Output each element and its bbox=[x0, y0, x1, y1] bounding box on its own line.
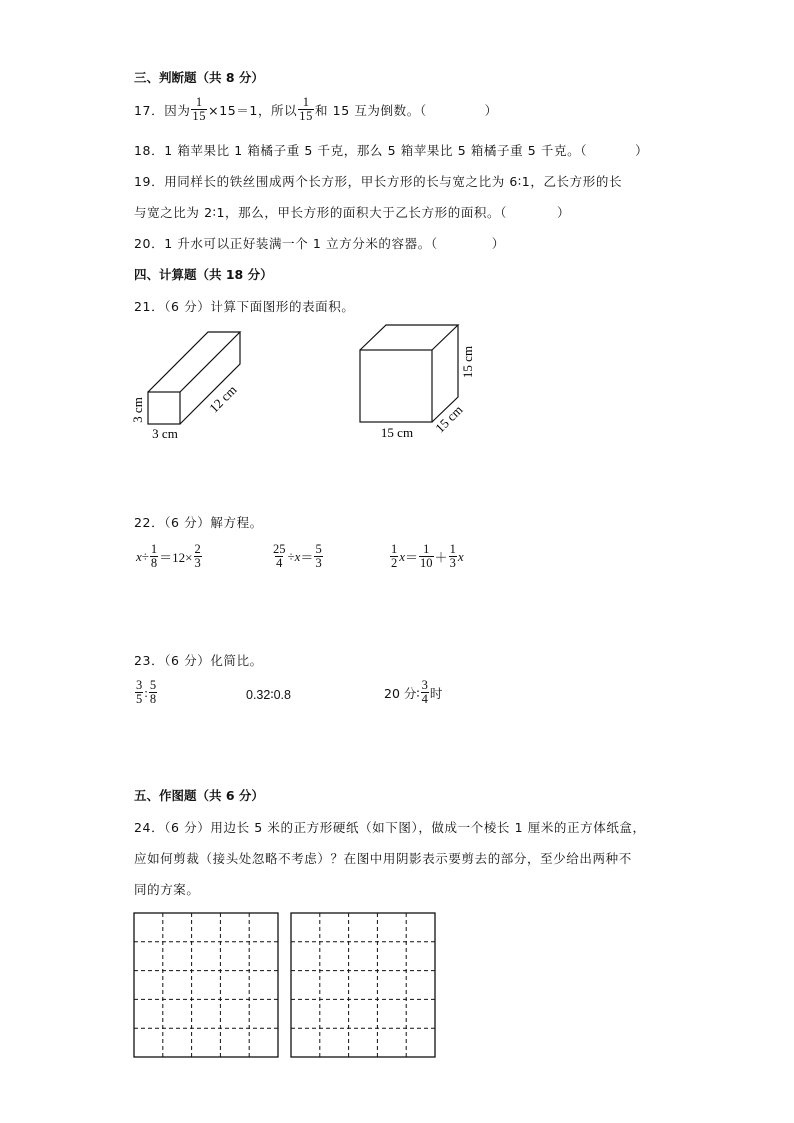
fraction-numerator: 25 bbox=[273, 542, 286, 556]
fraction bbox=[272, 543, 287, 570]
question-18-text: 18．1 箱苹果比 1 箱橘子重 5 千克，那么 5 箱苹果比 5 箱橘子重 5 千克。（ bbox=[134, 143, 588, 158]
fraction-denominator: 15 bbox=[192, 109, 207, 123]
question-19-line-2 bbox=[134, 203, 570, 221]
ratio-2: 0.32∶0.8 bbox=[246, 688, 291, 702]
grid-border bbox=[291, 913, 435, 1057]
fraction-numerator: 1 bbox=[423, 542, 430, 556]
fraction-denominator: 3 bbox=[449, 556, 456, 570]
fraction-numerator: 1 bbox=[150, 542, 158, 556]
question-17-number: 17． bbox=[134, 102, 165, 118]
prism-front-face bbox=[148, 392, 180, 424]
fraction-numerator: 1 bbox=[449, 542, 456, 556]
fraction-numerator: 5 bbox=[149, 678, 157, 692]
equals-sign: ＝ bbox=[300, 550, 314, 565]
divide-sign: ÷ bbox=[141, 548, 149, 564]
fraction-denominator: 5 bbox=[136, 692, 143, 706]
prism-side-face bbox=[180, 332, 240, 424]
variable-x: x bbox=[294, 548, 301, 564]
prism-length-label: 12 cm bbox=[206, 382, 240, 416]
question-22-text: 22．（6 分）解方程。 bbox=[134, 515, 263, 530]
fraction-numerator: 1 bbox=[195, 95, 203, 109]
ratio-3 bbox=[384, 679, 442, 706]
grid-dashed-lines bbox=[291, 913, 435, 1057]
equals-expression: ＝12× bbox=[159, 550, 193, 565]
ratio-3-post: 时 bbox=[429, 685, 443, 701]
fraction bbox=[421, 679, 429, 706]
grid-dashed-lines bbox=[134, 913, 278, 1057]
question-18 bbox=[134, 141, 648, 159]
prism-width-label: 3 cm bbox=[152, 426, 178, 440]
question-24-line-2: 应如何剪裁（接头处忽略不考虑）？在图中用阴影表示要剪去的部分，至少给出两种不 bbox=[134, 851, 632, 866]
fraction-denominator: 8 bbox=[150, 556, 158, 570]
cube-width-label: 15 cm bbox=[380, 425, 414, 440]
question-24-line-3: 同的方案。 bbox=[134, 882, 200, 897]
fraction-numerator: 1 bbox=[391, 542, 398, 556]
question-17 bbox=[134, 96, 498, 123]
fraction bbox=[135, 679, 143, 706]
question-19-line-1: 19．用同样长的铁丝围成两个长方形，甲长方形的长与宽之比为 6∶1，乙长方形的长 bbox=[134, 174, 623, 189]
fraction-denominator: 10 bbox=[420, 556, 433, 570]
ratio-1 bbox=[134, 679, 158, 706]
question-19-close: ） bbox=[556, 205, 571, 220]
fraction-numerator: 1 bbox=[302, 95, 310, 109]
fraction-numerator: 2 bbox=[194, 542, 201, 556]
fraction-numerator: 3 bbox=[421, 678, 428, 692]
fraction bbox=[149, 679, 157, 706]
question-17-post: 和 15 互为倒数。（ bbox=[314, 102, 427, 118]
fraction bbox=[194, 543, 202, 570]
question-20 bbox=[134, 234, 505, 252]
equation-2 bbox=[271, 543, 324, 570]
fraction-denominator: 4 bbox=[421, 692, 428, 706]
cube-top-face bbox=[360, 325, 458, 350]
section-5-title: 五、作图题（共 6 分） bbox=[134, 788, 264, 803]
question-17-close: ） bbox=[484, 102, 498, 118]
variable-x: x bbox=[399, 548, 406, 564]
equals-sign: ＝ bbox=[405, 550, 419, 565]
equation-1 bbox=[136, 543, 203, 570]
fraction bbox=[419, 543, 434, 570]
fraction-denominator: 8 bbox=[149, 692, 157, 706]
fraction-one-fifteenth-b bbox=[298, 96, 314, 123]
question-20-text: 20．1 升水可以正好装满一个 1 立方分米的容器。（ bbox=[134, 236, 438, 251]
equation-3 bbox=[389, 543, 464, 570]
fraction-numerator: 5 bbox=[315, 542, 322, 556]
square-grid-2[interactable] bbox=[290, 912, 436, 1058]
question-17-pre: 因为 bbox=[164, 102, 191, 118]
rectangular-prism-figure bbox=[130, 328, 260, 440]
fraction-one-fifteenth-a bbox=[191, 96, 207, 123]
fraction-denominator: 2 bbox=[391, 556, 398, 570]
question-18-close: ） bbox=[635, 143, 649, 158]
question-17-mid: ×15＝1，所以 bbox=[208, 102, 298, 118]
question-21-text: 21．（6 分）计算下面图形的表面积。 bbox=[134, 299, 355, 314]
prism-top-face bbox=[148, 332, 240, 392]
fraction bbox=[314, 543, 322, 570]
question-24-line-1: 24．（6 分）用边长 5 米的正方形硬纸（如下图），做成一个棱长 1 厘米的正方体纸盒， bbox=[134, 820, 646, 835]
question-23-text: 23．（6 分）化简比。 bbox=[134, 653, 263, 668]
plus-sign: ＋ bbox=[434, 550, 448, 565]
cube-depth-label: 15 cm bbox=[432, 402, 466, 436]
grid-border bbox=[134, 913, 278, 1057]
fraction-denominator: 15 bbox=[299, 109, 313, 123]
fraction-numerator: 3 bbox=[136, 678, 143, 692]
fraction bbox=[449, 543, 457, 570]
section-3-title: 三、判断题（共 8 分） bbox=[134, 70, 264, 85]
fraction bbox=[150, 543, 158, 570]
variable-x: x bbox=[136, 548, 142, 564]
fraction bbox=[390, 543, 398, 570]
prism-height-label: 3 cm bbox=[130, 397, 145, 423]
variable-x: x bbox=[457, 548, 464, 564]
question-19-line-2-text: 与宽之比为 2∶1，那么，甲长方形的面积大于乙长方形的面积。（ bbox=[134, 205, 507, 220]
cube-figure bbox=[350, 322, 480, 444]
question-20-close: ） bbox=[491, 236, 505, 251]
fraction-denominator: 3 bbox=[194, 556, 201, 570]
cube-front-face bbox=[360, 350, 432, 422]
ratio-colon: : bbox=[144, 684, 148, 700]
square-grid-1[interactable] bbox=[133, 912, 279, 1058]
cube-height-label: 15 cm bbox=[460, 345, 475, 379]
divide-sign: ÷ bbox=[287, 548, 295, 564]
fraction-denominator: 4 bbox=[276, 556, 283, 570]
fraction-denominator: 3 bbox=[315, 556, 322, 570]
ratio-3-pre: 20 分∶ bbox=[384, 685, 420, 701]
section-4-title: 四、计算题（共 18 分） bbox=[134, 267, 273, 282]
